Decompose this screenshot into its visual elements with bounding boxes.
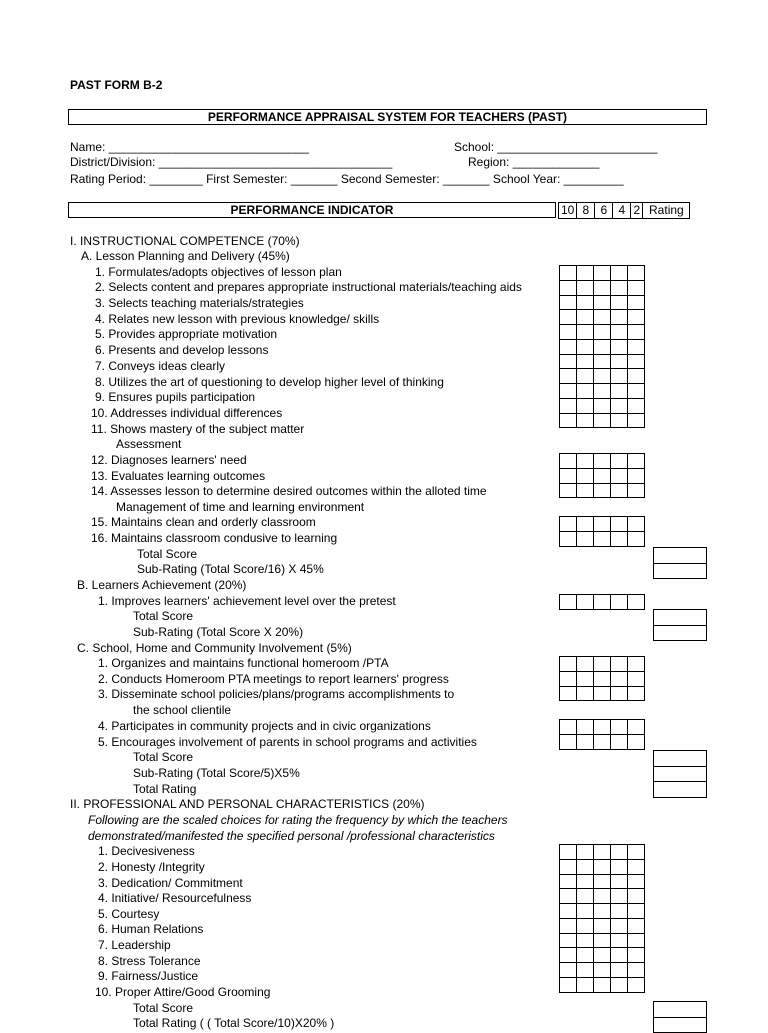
list-item: 2. Conducts Homeroom PTA meetings to report learners' progress — [98, 672, 449, 686]
total-score-label: Total Score — [133, 609, 194, 623]
sub-rating-label: Sub-Rating (Total Score/5)X5% — [133, 766, 300, 780]
section-i: I. INSTRUCTIONAL COMPETENCE (70%) — [70, 234, 300, 248]
list-item: 15. Maintains clean and orderly classroom — [91, 515, 316, 529]
scale-8: 8 — [577, 203, 595, 219]
subsection-b: B. Learners Achievement (20%) — [77, 578, 247, 592]
rating-header: Rating — [643, 203, 690, 219]
scale-4: 4 — [613, 203, 631, 219]
subsection-a: A. Lesson Planning and Delivery (45%) — [81, 249, 290, 263]
total-rating-label: Total Rating ( ( Total Score/10)X20% ) — [133, 1016, 335, 1030]
list-item-continued: the school clientile — [133, 703, 232, 717]
list-item: 10. Addresses individual differences — [91, 406, 283, 420]
list-item: 3. Dedication/ Commitment — [98, 876, 243, 890]
scale-6: 6 — [595, 203, 613, 219]
list-item: 5. Provides appropriate motivation — [95, 327, 278, 341]
indicator-header-label: PERFORMANCE INDICATOR — [230, 203, 394, 217]
region-field[interactable]: Region: _____________ — [468, 155, 600, 169]
group-heading: Management of time and learning environment — [116, 500, 365, 514]
list-item: 14. Assesses lesson to determine desired outcomes within the alloted time — [91, 484, 487, 498]
scale-2: 2 — [631, 203, 643, 219]
title-box — [68, 109, 707, 125]
list-item: 2. Honesty /Integrity — [98, 860, 205, 874]
list-item: 10. Proper Attire/Good Grooming — [95, 985, 271, 999]
list-item: 5. Encourages involvement of parents in school programs and activities — [98, 735, 477, 749]
score-grid-a1[interactable] — [559, 265, 645, 428]
school-field[interactable]: School: ________________________ — [454, 140, 658, 154]
total-rating-label: Total Rating — [133, 782, 197, 796]
list-item: 7. Leadership — [98, 938, 171, 952]
list-item: 3. Disseminate school policies/plans/programs accomplishments to — [98, 687, 455, 701]
list-item: 16. Maintains classroom condusive to learning — [91, 531, 338, 545]
scale-header — [558, 202, 690, 219]
list-item: 4. Initiative/ Resourcefulness — [98, 891, 252, 905]
rating-box-c[interactable] — [653, 750, 707, 798]
total-score-label: Total Score — [133, 1001, 194, 1015]
list-item: 6. Presents and develop lessons — [95, 343, 269, 357]
rating-box-ii[interactable] — [653, 1001, 707, 1033]
score-grid-ii[interactable] — [559, 844, 645, 993]
list-item: 9. Fairness/Justice — [98, 969, 199, 983]
instructions-line: demonstrated/manifested the specified personal /professional characteristics — [88, 829, 495, 843]
score-grid-assessment[interactable] — [559, 453, 645, 498]
list-item: 8. Utilizes the art of questioning to develop higher level of thinking — [95, 375, 444, 389]
list-item: 7. Conveys ideas clearly — [95, 359, 226, 373]
list-item: 8. Stress Tolerance — [98, 954, 201, 968]
form-code: PAST FORM B-2 — [70, 78, 163, 92]
list-item: 2. Selects content and prepares appropriate instructional materials/teaching aids — [95, 280, 522, 294]
group-heading: Assessment — [116, 437, 182, 451]
scale-10: 10 — [559, 203, 577, 219]
list-item: 3. Selects teaching materials/strategies — [95, 296, 304, 310]
instructions-line: Following are the scaled choices for rating the frequency by which the teachers — [88, 813, 508, 827]
subsection-c: C. School, Home and Community Involvement (5%) — [77, 641, 352, 655]
sub-rating-label: Sub-Rating (Total Score/16) X 45% — [137, 562, 324, 576]
page-title: PERFORMANCE APPRAISAL SYSTEM FOR TEACHERS (PAST) — [207, 110, 568, 124]
name-field[interactable]: Name: ______________________________ — [70, 140, 309, 154]
list-item: 6. Human Relations — [98, 922, 204, 936]
list-item: 12. Diagnoses learners' need — [91, 453, 247, 467]
list-item: 4. Participates in community projects and in civic organizations — [98, 719, 431, 733]
list-item: 1. Decivesiveness — [98, 844, 195, 858]
total-score-label: Total Score — [137, 547, 198, 561]
sub-rating-label: Sub-Rating (Total Score X 20%) — [133, 625, 304, 639]
score-grid-management[interactable] — [559, 516, 645, 547]
score-grid-c1[interactable] — [559, 656, 645, 701]
rating-period-field[interactable]: Rating Period: ________ First Semester: _______ Second Semester: _______ School Year: _________ — [70, 172, 624, 186]
district-field[interactable]: District/Division: ___________________________________ — [70, 155, 393, 169]
score-grid-c2[interactable] — [559, 719, 645, 750]
list-item: 1. Formulates/adopts objectives of lesson plan — [95, 265, 342, 279]
list-item: 13. Evaluates learning outcomes — [91, 469, 266, 483]
list-item: 1. Organizes and maintains functional homeroom /PTA — [98, 656, 389, 670]
list-item: 4. Relates new lesson with previous knowledge/ skills — [95, 312, 380, 326]
list-item: 9. Ensures pupils participation — [95, 390, 256, 404]
list-item: 11. Shows mastery of the subject matter — [91, 422, 305, 436]
list-item: 1. Improves learners' achievement level over the pretest — [98, 594, 396, 608]
rating-box-b[interactable] — [653, 609, 707, 641]
score-grid-b[interactable] — [559, 594, 645, 610]
list-item: 5. Courtesy — [98, 907, 160, 921]
total-score-label: Total Score — [133, 750, 194, 764]
rating-box-a[interactable] — [653, 547, 707, 579]
indicator-header — [68, 202, 556, 218]
section-ii: II. PROFESSIONAL AND PERSONAL CHARACTERISTICS (20%) — [70, 797, 425, 811]
